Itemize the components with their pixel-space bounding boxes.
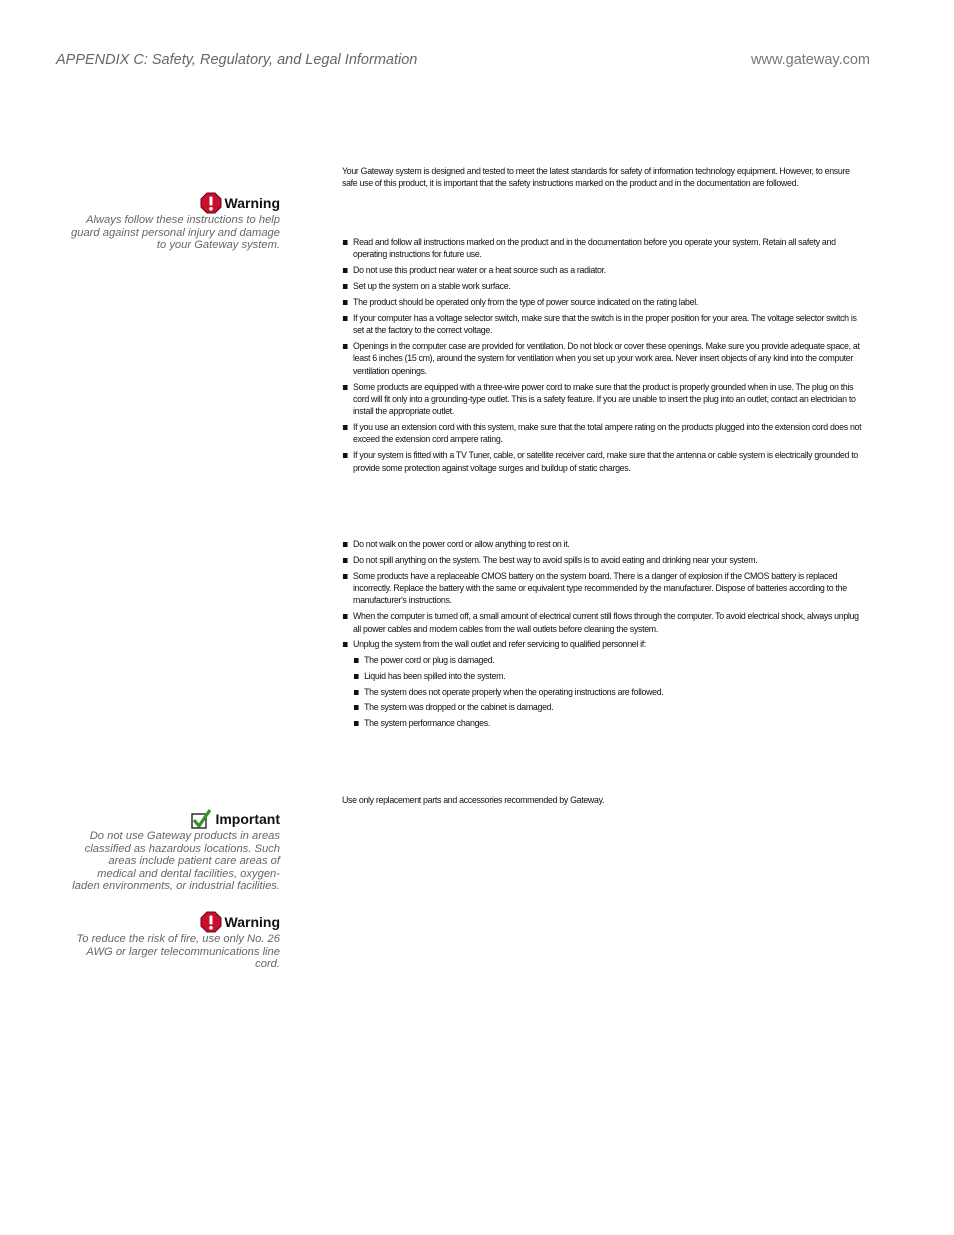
list-item: Do not walk on the power cord or allow anything to rest on it. (342, 539, 862, 551)
warning-text: To reduce the risk of fire, use only No. 26 AWG or larger telecommunications line cord. (76, 933, 280, 971)
list-item: When the computer is turned off, a small amount of electrical current still flows through the computer. To avoid electrical shock, always unplug all power cables and modem cables from the wall outlets before cleaning the system. (342, 611, 862, 636)
servicing-sublist (353, 655, 862, 731)
intro-paragraph: Your Gateway system is designed and tested to meet the latest standards for safety of information technology equipment. However, to ensure safe use of this product, it is important that the safety instructions marked on the product and in the documentation are followed. (342, 166, 850, 190)
sub-list-item: The power cord or plug is damaged. (353, 655, 862, 667)
warning-title: Warning (224, 195, 280, 211)
list-item: Some products are equipped with a three-wire power cord to make sure that the product is properly grounded when in use. The plug on this cord will fit only into a grounding-type outlet. This is a safety feature. If you are unable to insert the plug into an outlet, contact an electrician to install the appropriate outlet. (342, 382, 862, 419)
list-item: Set up the system on a stable work surface. (342, 281, 862, 293)
warning-text: Always follow these instructions to help guard against personal injury and damage to your Gateway system. (71, 214, 280, 252)
sub-list-item: The system was dropped or the cabinet is damaged. (353, 702, 862, 714)
warning-title: Warning (224, 914, 280, 930)
checkmark-icon (190, 808, 212, 830)
list-item-text: Unplug the system from the wall outlet and refer servicing to qualified personnel if: (353, 639, 647, 651)
important-text: Do not use Gateway products in areas classified as hazardous locations. Such areas include patient care areas of medical and dental facilities, oxygen-laden environments, or industrial facilities. (72, 830, 280, 893)
warning-icon (200, 911, 222, 933)
page-header-title: APPENDIX C: Safety, Regulatory, and Legal Information (56, 52, 418, 68)
warning-callout-2 (70, 911, 280, 971)
important-callout (70, 808, 280, 893)
sub-list-item: The system does not operate properly when the operating instructions are followed. (353, 687, 862, 699)
list-item: Do not spill anything on the system. The best way to avoid spills is to avoid eating and drinking near your system. (342, 555, 862, 567)
list-item: If your system is fitted with a TV Tuner, cable, or satellite receiver card, make sure that the antenna or cable system is electrically grounded to provide some protection against voltage surges and buildup of static charges. (342, 450, 862, 475)
warning-icon (200, 192, 222, 214)
website-link[interactable]: www.gateway.com (751, 52, 870, 68)
list-item: Do not use this product near water or a heat source such as a radiator. (342, 265, 862, 277)
sub-list-item: Liquid has been spilled into the system. (353, 671, 862, 683)
replacement-parts-text: Use only replacement parts and accessories recommended by Gateway. (342, 795, 605, 806)
list-item: Some products have a replaceable CMOS battery on the system board. There is a danger of explosion if the CMOS battery is replaced incorrectly. Replace the battery with the same or equivalent type recommended by the manufacturer. Dispose of batteries according to the manufacturer's instructions. (342, 571, 862, 608)
list-item: If you use an extension cord with this system, make sure that the total ampere rating on the products plugged into the extension cord does not exceed the extension cord ampere rating. (342, 422, 862, 447)
safety-list-1 (342, 237, 862, 478)
safety-list-2 (342, 539, 862, 734)
important-title-row (70, 808, 280, 830)
list-item: Openings in the computer case are provided for ventilation. Do not block or cover these openings. Make sure you provide adequate space, at least 6 inches (15 cm), around the system for ventilation when you set up your work area. Never insert objects of any kind into the computer ventilation openings. (342, 341, 862, 378)
list-item (342, 639, 862, 730)
warning-title-row (70, 192, 280, 214)
important-title: Important (215, 811, 280, 827)
warning-callout (70, 192, 280, 252)
sub-list-item: The system performance changes. (353, 718, 862, 730)
list-item: The product should be operated only from the type of power source indicated on the rating label. (342, 297, 862, 309)
warning-title-row-2 (70, 911, 280, 933)
list-item: If your computer has a voltage selector switch, make sure that the switch is in the proper position for your area. The voltage selector switch is set at the factory to the correct voltage. (342, 313, 862, 338)
list-item: Read and follow all instructions marked on the product and in the documentation before you operate your system. Retain all safety and operating instructions for future use. (342, 237, 862, 262)
